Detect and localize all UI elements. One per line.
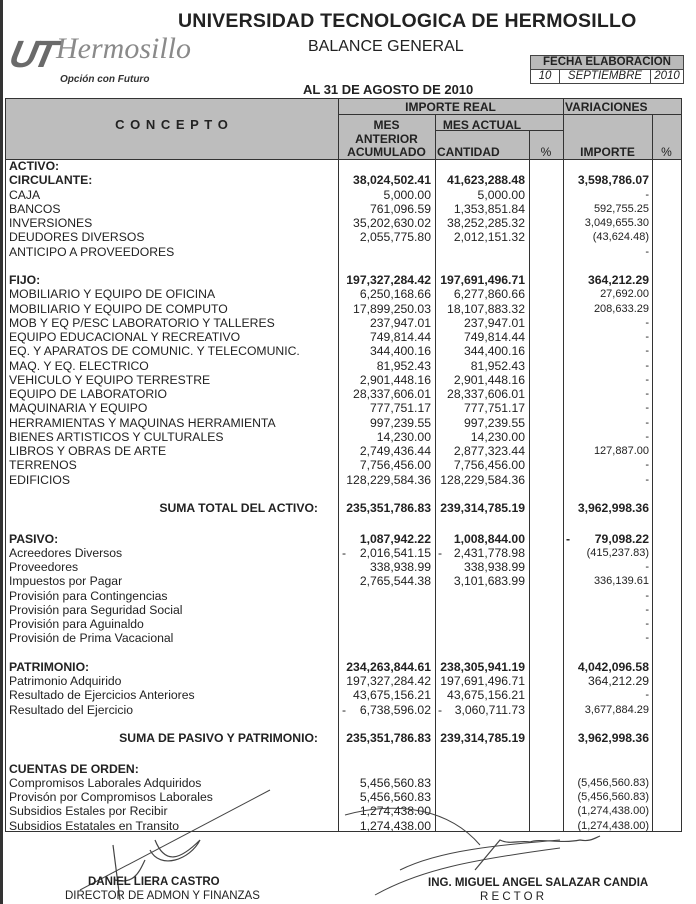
table-row <box>6 515 681 529</box>
row-variacion: - <box>645 373 649 386</box>
table-row <box>6 330 681 344</box>
row-variacion: 364,212.29 <box>588 674 649 688</box>
negative-sign: - <box>342 702 347 717</box>
row-variacion: - <box>645 561 649 573</box>
row-concept: SUMA DE PASIVO Y PATRIMONIO: <box>119 731 318 745</box>
signer-2-name: ING. MIGUEL ANGEL SALAZAR CANDIA <box>428 877 649 889</box>
col-acumulado: ACUMULADO <box>347 145 426 159</box>
row-concept: INVERSIONES <box>9 216 93 230</box>
logo-name: Hermosillo <box>56 32 191 65</box>
row-cantidad: 237,947.01 <box>464 315 525 330</box>
row-mes-anterior: 38,024,502.41 <box>353 173 431 188</box>
row-mes-anterior: 197,327,284.42 <box>346 273 431 287</box>
table-row <box>6 776 681 790</box>
row-mes-anterior: 1,274,438.00 <box>359 818 431 833</box>
row-cantidad: 2,431,778.98 <box>453 545 525 560</box>
row-cantidad: 43,675,156.21 <box>447 688 525 703</box>
balance-table <box>5 98 682 832</box>
row-concept: ACTIVO: <box>9 159 60 173</box>
row-concept: CAJA <box>9 187 41 202</box>
row-cantidad: 14,230.00 <box>470 429 525 444</box>
table-row <box>6 790 681 804</box>
table-row <box>6 302 681 316</box>
table-row <box>6 416 681 430</box>
col-variaciones: VARIACIONES <box>565 100 648 114</box>
row-concept: HERRAMIENTAS Y MAQUINAS HERRAMIENTA <box>9 415 276 430</box>
row-variacion: (5,456,560.83) <box>577 791 649 803</box>
logo-tagline: Opción con Futuro <box>60 74 150 85</box>
col-anterior: ANTERIOR <box>355 132 418 146</box>
col-importe-real: IMPORTE REAL <box>405 100 496 114</box>
row-variacion: 592,755.25 <box>593 202 649 215</box>
row-concept: PASIVO: <box>9 531 59 546</box>
row-concept: MOBILIARIO Y EQUIPO DE COMPUTO <box>9 301 228 316</box>
row-cantidad: 1,353,851.84 <box>453 201 525 216</box>
row-concept: Subsidios Estales por Recibir <box>9 804 168 819</box>
fecha-elaboracion-box <box>530 55 684 84</box>
row-variacion: - <box>645 402 649 415</box>
row-variacion: - <box>645 689 649 702</box>
row-mes-anterior: 5,456,560.83 <box>359 775 431 790</box>
row-variacion: 3,962,998.36 <box>577 501 649 515</box>
row-cantidad: 238,305,941.19 <box>440 659 525 674</box>
row-mes-anterior: 1,274,438.00 <box>359 804 431 819</box>
row-concept: BANCOS <box>9 201 61 216</box>
row-variacion: 127,887.00 <box>593 445 649 457</box>
row-concept: Provisión de Prima Vacacional <box>9 631 174 646</box>
table-row <box>6 487 681 501</box>
table-row <box>6 216 681 230</box>
row-mes-anterior: 2,749,436.44 <box>359 444 431 458</box>
table-row <box>6 660 681 674</box>
row-variacion: 3,598,786.07 <box>577 173 649 188</box>
row-variacion: 208,633.29 <box>593 302 649 315</box>
col-cantidad: CANTIDAD <box>437 145 500 159</box>
table-row <box>6 546 681 560</box>
row-variacion: - <box>645 359 649 372</box>
table-row <box>6 674 681 688</box>
negative-sign: - <box>566 531 571 546</box>
negative-sign: - <box>342 545 347 560</box>
row-variacion: 3,962,998.36 <box>577 731 649 745</box>
row-concept: Provisión para Aguinaldo <box>9 617 144 631</box>
table-row <box>6 731 681 745</box>
table-header <box>6 99 681 160</box>
table-row <box>6 631 681 645</box>
row-variacion: 336,139.61 <box>593 575 649 588</box>
row-concept: Resultado del Ejercicio <box>9 702 133 717</box>
table-row <box>6 501 681 515</box>
row-mes-anterior: 5,456,560.83 <box>359 790 431 804</box>
table-row <box>6 444 681 458</box>
binder-edge <box>0 0 3 904</box>
row-cantidad: 1,008,844.00 <box>453 531 525 546</box>
row-mes-anterior: 81,952.43 <box>376 358 431 373</box>
row-cantidad: 18,107,883.32 <box>447 301 525 316</box>
row-concept: TERRENOS <box>9 458 77 473</box>
row-concept: Acreedores Diversos <box>9 545 123 560</box>
col-pct2: % <box>661 145 672 159</box>
report-title: BALANCE GENERAL <box>308 38 464 55</box>
row-concept: Provisón por Compromisos Laborales <box>9 790 213 804</box>
row-mes-anterior: 2,016,541.15 <box>359 545 431 560</box>
col-pct: % <box>540 145 552 159</box>
row-concept: CIRCULANTE: <box>9 173 93 188</box>
fecha-year: 2010 <box>654 70 680 82</box>
row-variacion: - <box>645 416 649 429</box>
row-cantidad: 239,314,785.19 <box>440 501 525 515</box>
table-row <box>6 202 681 216</box>
row-concept: PATRIMONIO: <box>9 659 90 674</box>
row-concept: DEUDORES DIVERSOS <box>9 230 145 245</box>
negative-sign: - <box>438 702 443 717</box>
row-mes-anterior: 128,229,584.36 <box>346 472 431 487</box>
table-row <box>6 532 681 546</box>
row-mes-anterior: 761,096.59 <box>370 201 431 216</box>
table-row <box>6 804 681 818</box>
row-variacion: 79,098.22 <box>594 531 649 546</box>
row-mes-anterior: 749,814.44 <box>370 330 431 344</box>
row-cantidad: 2,877,323.44 <box>453 444 525 458</box>
row-concept: Patrimonio Adquirido <box>9 674 122 688</box>
row-variacion: - <box>645 603 649 616</box>
row-concept: Compromisos Laborales Adquiridos <box>9 775 202 790</box>
row-concept: ANTICIPO A PROVEEDORES <box>9 244 175 259</box>
row-mes-anterior: 2,055,775.80 <box>359 230 431 245</box>
row-cantidad: 128,229,584.36 <box>440 472 525 487</box>
row-concept: SUMA TOTAL DEL ACTIVO: <box>159 501 318 515</box>
row-concept: CUENTAS DE ORDEN: <box>9 761 139 776</box>
row-variacion: 3,049,655.30 <box>584 217 649 229</box>
row-cantidad: 749,814.44 <box>464 330 525 344</box>
row-cantidad: 344,400.16 <box>464 344 525 359</box>
table-row <box>6 287 681 301</box>
table-row <box>6 458 681 472</box>
row-mes-anterior: 2,765,544.38 <box>359 574 431 589</box>
table-row <box>6 359 681 373</box>
row-concept: VEHICULO Y EQUIPO TERRESTRE <box>9 372 211 387</box>
row-mes-anterior: 14,230.00 <box>376 429 431 444</box>
row-variacion: - <box>645 316 649 329</box>
row-cantidad: 81,952.43 <box>470 358 525 373</box>
table-row <box>6 646 681 660</box>
table-row <box>6 560 681 574</box>
fecha-month: SEPTIEMBRE <box>560 70 651 83</box>
row-variacion: - <box>645 618 649 630</box>
row-variacion: 27,692.00 <box>600 288 649 301</box>
col-concepto: C O N C E P T O <box>115 117 229 132</box>
table-row <box>6 188 681 202</box>
row-cantidad: 3,060,711.73 <box>454 702 525 717</box>
row-mes-anterior: 1,087,942.22 <box>359 531 431 546</box>
table-row <box>6 717 681 731</box>
row-variacion: - <box>645 430 649 443</box>
table-row <box>6 688 681 702</box>
col-mes-actual: MES ACTUAL <box>442 118 522 132</box>
row-cantidad: 997,239.55 <box>464 415 525 430</box>
row-mes-anterior: 997,239.55 <box>370 415 431 430</box>
table-row <box>6 819 681 833</box>
row-concept: MOB Y EQ P/ESC LABORATORIO Y TALLERES <box>9 315 275 330</box>
row-variacion: 364,212.29 <box>588 273 649 287</box>
table-row <box>6 259 681 273</box>
row-variacion: - <box>645 188 649 201</box>
row-variacion: - <box>645 459 649 472</box>
table-row <box>6 273 681 287</box>
table-row <box>6 245 681 259</box>
row-concept: EDIFICIOS <box>9 472 70 487</box>
row-variacion: 4,042,096.58 <box>577 659 649 674</box>
table-row <box>6 603 681 617</box>
signer-1-name: DANIEL LIERA CASTRO <box>88 876 220 888</box>
row-concept: MAQ. Y EQ. ELECTRICO <box>9 358 149 373</box>
row-mes-anterior: 237,947.01 <box>370 315 431 330</box>
row-concept: LIBROS Y OBRAS DE ARTE <box>9 444 167 458</box>
row-variacion: - <box>645 345 649 358</box>
row-concept: EQ. Y APARATOS DE COMUNIC. Y TELECOMUNIC. <box>9 344 300 359</box>
row-mes-anterior: 35,202,630.02 <box>353 216 431 230</box>
table-row <box>6 316 681 330</box>
row-cantidad: 7,756,456.00 <box>453 458 525 473</box>
table-row <box>6 747 681 761</box>
row-cantidad: 3,101,683.99 <box>453 574 525 589</box>
row-concept: MOBILIARIO Y EQUIPO DE OFICINA <box>9 287 216 302</box>
row-cantidad: 38,252,285.32 <box>447 216 525 230</box>
row-mes-anterior: 2,901,448.16 <box>359 372 431 387</box>
table-row <box>6 589 681 603</box>
row-concept: MAQUINARIA Y EQUIPO <box>9 401 148 416</box>
fecha-label: FECHA ELABORACION <box>531 56 683 70</box>
row-concept: Proveedores <box>9 560 79 574</box>
row-concept: Provisión para Seguridad Social <box>9 602 183 617</box>
row-variacion: - <box>645 632 649 645</box>
row-mes-anterior: 7,756,456.00 <box>359 458 431 473</box>
fecha-day: 10 <box>531 70 560 83</box>
table-row <box>6 703 681 717</box>
row-mes-anterior: 235,351,786.83 <box>346 731 431 745</box>
ut-hermosillo-logo <box>5 30 191 90</box>
row-variacion: - <box>645 388 649 400</box>
row-variacion: - <box>645 245 649 258</box>
row-mes-anterior: 197,327,284.42 <box>346 674 431 688</box>
row-concept: BIENES ARTISTICOS Y CULTURALES <box>9 429 224 444</box>
table-row <box>6 344 681 358</box>
table-row <box>6 230 681 244</box>
row-mes-anterior: 344,400.16 <box>370 344 431 359</box>
row-mes-anterior: 28,337,606.01 <box>353 387 431 401</box>
row-concept: Impuestos por Pagar <box>9 574 123 589</box>
row-cantidad: 6,277,860.66 <box>453 287 525 302</box>
table-row <box>6 173 681 187</box>
row-variacion: (5,456,560.83) <box>577 776 649 789</box>
row-cantidad: 2,901,448.16 <box>453 372 525 387</box>
row-variacion: 3,677,884.29 <box>584 703 649 716</box>
row-mes-anterior: 17,899,250.03 <box>353 301 431 316</box>
row-mes-anterior: 338,938.99 <box>370 560 431 574</box>
row-cantidad: 28,337,606.01 <box>447 387 525 401</box>
row-variacion: (43,624.48) <box>592 231 649 244</box>
table-row <box>6 401 681 415</box>
row-variacion: - <box>645 473 649 486</box>
row-concept: EQUIPO DE LABORATORIO <box>9 387 168 401</box>
institution-title: UNIVERSIDAD TECNOLOGICA DE HERMOSILLO <box>178 10 637 32</box>
row-mes-anterior: 43,675,156.21 <box>353 688 431 703</box>
row-variacion: (1,274,438.00) <box>577 805 649 818</box>
row-mes-anterior: 6,250,168.66 <box>359 287 431 302</box>
table-row <box>6 159 681 173</box>
table-row <box>6 762 681 776</box>
row-cantidad: 777,751.17 <box>464 401 525 416</box>
report-date: AL 31 DE AGOSTO DE 2010 <box>303 82 474 97</box>
signer-2-title: R E C T O R <box>480 891 545 903</box>
row-mes-anterior: 235,351,786.83 <box>346 501 431 515</box>
row-variacion: (1,274,438.00) <box>577 819 649 832</box>
table-row <box>6 473 681 487</box>
logo-mark: UT <box>5 34 58 76</box>
table-row <box>6 387 681 401</box>
row-variacion: - <box>645 589 649 602</box>
row-concept: FIJO: <box>9 273 41 287</box>
row-mes-anterior: 5,000.00 <box>383 187 431 202</box>
row-cantidad: 41,623,288.48 <box>447 173 525 188</box>
row-cantidad: 338,938.99 <box>464 560 525 574</box>
signer-1-title: DIRECTOR DE ADMON Y FINANZAS <box>65 890 260 902</box>
row-variacion: (415,237.83) <box>586 546 649 559</box>
table-row <box>6 617 681 631</box>
row-cantidad: 5,000.00 <box>477 187 525 202</box>
row-concept: Resultado de Ejercicios Anteriores <box>9 688 195 703</box>
col-importe: IMPORTE <box>580 145 635 159</box>
row-cantidad: 239,314,785.19 <box>440 731 525 745</box>
table-row <box>6 373 681 387</box>
negative-sign: - <box>438 545 443 560</box>
row-variacion: - <box>645 331 649 343</box>
row-concept: EQUIPO EDUCACIONAL Y RECREATIVO <box>9 330 241 344</box>
row-concept: Subsidios Estatales en Transito <box>9 818 180 833</box>
row-cantidad: 197,691,496.71 <box>440 674 525 688</box>
col-mes: MES <box>373 118 400 132</box>
row-mes-anterior: 234,263,844.61 <box>346 659 431 674</box>
row-mes-anterior: 777,751.17 <box>370 401 431 416</box>
row-mes-anterior: 6,738,596.02 <box>359 702 431 717</box>
table-row <box>6 430 681 444</box>
row-concept: Provisión para Contingencias <box>9 588 168 603</box>
row-cantidad: 197,691,496.71 <box>440 273 525 287</box>
row-cantidad: 2,012,151.32 <box>453 230 525 245</box>
table-row <box>6 574 681 588</box>
